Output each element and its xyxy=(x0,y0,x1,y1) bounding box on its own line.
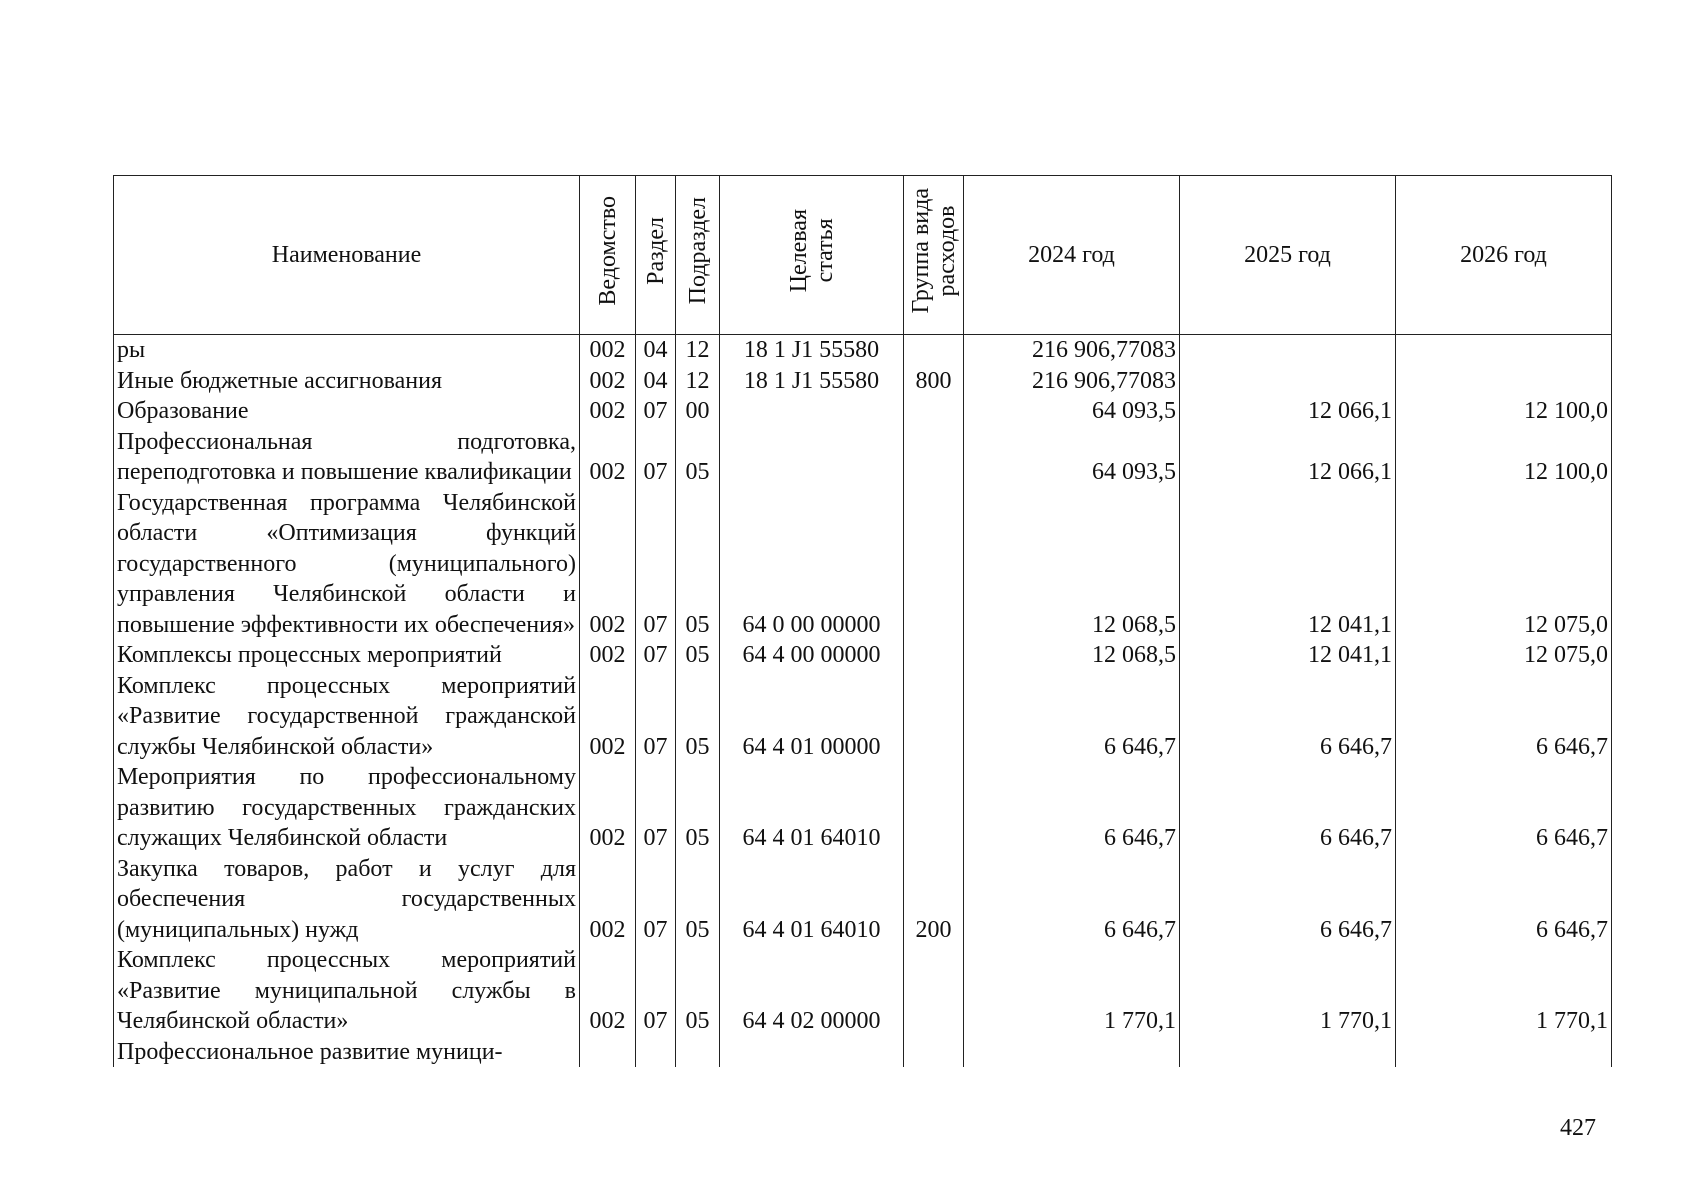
row-podrazdel: 05 xyxy=(676,427,720,488)
row-group xyxy=(904,488,964,641)
column-header-razdel xyxy=(636,176,676,335)
row-razdel: 07 xyxy=(636,488,676,641)
row-razdel: 07 xyxy=(636,762,676,854)
column-header-razdel-label: Раздел xyxy=(642,216,669,285)
table-row xyxy=(114,396,1612,427)
row-group xyxy=(904,396,964,427)
column-header-group-line2: расходов xyxy=(933,205,960,297)
row-2025 xyxy=(1180,1037,1396,1068)
table-row xyxy=(114,1037,1612,1068)
row-podrazdel: 05 xyxy=(676,854,720,946)
table-row xyxy=(114,671,1612,763)
column-header-2024 xyxy=(964,176,1180,335)
row-target xyxy=(720,1037,904,1068)
row-vedomstvo: 002 xyxy=(580,396,636,427)
column-header-podrazdel xyxy=(676,176,720,335)
table-row xyxy=(114,488,1612,641)
column-header-name-label: Наименование xyxy=(271,241,422,268)
row-group xyxy=(904,762,964,854)
table-body xyxy=(114,335,1612,1068)
row-2024: 216 906,77083 xyxy=(964,335,1180,366)
row-podrazdel: 05 xyxy=(676,671,720,763)
row-2026: 12 100,0 xyxy=(1396,396,1612,427)
row-2026: 12 100,0 xyxy=(1396,427,1612,488)
column-header-name xyxy=(114,176,580,335)
row-target: 18 1 J1 55580 xyxy=(720,366,904,397)
column-header-target-label xyxy=(786,209,838,292)
row-razdel: 07 xyxy=(636,427,676,488)
row-2024: 216 906,77083 xyxy=(964,366,1180,397)
row-name: Закупка товаров, работ и услуг для обеспечения государственных (муниципальных) нужд xyxy=(114,854,580,946)
row-podrazdel: 05 xyxy=(676,488,720,641)
column-header-group-line1: Группа вида xyxy=(907,188,934,314)
table-header xyxy=(114,176,1612,335)
row-name: Иные бюджетные ассигнования xyxy=(114,366,580,397)
row-vedomstvo: 002 xyxy=(580,762,636,854)
row-2025 xyxy=(1180,366,1396,397)
row-podrazdel: 05 xyxy=(676,640,720,671)
row-2024: 6 646,7 xyxy=(964,854,1180,946)
row-2025: 6 646,7 xyxy=(1180,854,1396,946)
row-vedomstvo: 002 xyxy=(580,640,636,671)
table-row xyxy=(114,640,1612,671)
column-header-target-line1: Целевая xyxy=(785,209,812,293)
column-header-group xyxy=(904,176,964,335)
row-name: Мероприятия по профессиональному развитию государственных гражданских служащих Челябинской области xyxy=(114,762,580,854)
row-2025: 6 646,7 xyxy=(1180,671,1396,763)
row-2026: 12 075,0 xyxy=(1396,488,1612,641)
row-vedomstvo: 002 xyxy=(580,945,636,1037)
row-razdel xyxy=(636,1037,676,1068)
row-target: 64 4 00 00000 xyxy=(720,640,904,671)
row-2026: 12 075,0 xyxy=(1396,640,1612,671)
column-header-podrazdel-label: Подраздел xyxy=(684,197,711,305)
row-razdel: 04 xyxy=(636,335,676,366)
row-group xyxy=(904,945,964,1037)
row-target: 64 4 01 64010 xyxy=(720,762,904,854)
table-row xyxy=(114,366,1612,397)
row-group xyxy=(904,671,964,763)
column-header-group-label xyxy=(908,188,960,313)
row-group xyxy=(904,427,964,488)
row-podrazdel xyxy=(676,1037,720,1068)
row-2024: 64 093,5 xyxy=(964,396,1180,427)
row-group: 200 xyxy=(904,854,964,946)
column-header-target-line2: статья xyxy=(811,218,838,283)
row-2025: 12 041,1 xyxy=(1180,488,1396,641)
row-razdel: 07 xyxy=(636,854,676,946)
row-group xyxy=(904,1037,964,1068)
row-podrazdel: 12 xyxy=(676,366,720,397)
table-row xyxy=(114,945,1612,1037)
row-2026 xyxy=(1396,366,1612,397)
row-target: 64 4 01 64010 xyxy=(720,854,904,946)
row-razdel: 07 xyxy=(636,945,676,1037)
row-2025: 12 041,1 xyxy=(1180,640,1396,671)
row-2025: 12 066,1 xyxy=(1180,396,1396,427)
row-2025: 12 066,1 xyxy=(1180,427,1396,488)
row-2026: 1 770,1 xyxy=(1396,945,1612,1037)
row-2025: 6 646,7 xyxy=(1180,762,1396,854)
row-razdel: 04 xyxy=(636,366,676,397)
row-2026: 6 646,7 xyxy=(1396,854,1612,946)
row-podrazdel: 05 xyxy=(676,762,720,854)
row-razdel: 07 xyxy=(636,671,676,763)
row-razdel: 07 xyxy=(636,396,676,427)
row-group: 800 xyxy=(904,366,964,397)
row-name: Профессиональная подготовка, переподготовка и повышение квалификации xyxy=(114,427,580,488)
row-vedomstvo: 002 xyxy=(580,488,636,641)
row-vedomstvo xyxy=(580,1037,636,1068)
row-2024: 6 646,7 xyxy=(964,671,1180,763)
table-row xyxy=(114,335,1612,366)
row-vedomstvo: 002 xyxy=(580,671,636,763)
row-name: Профессиональное развитие муници- xyxy=(114,1037,580,1068)
row-vedomstvo: 002 xyxy=(580,427,636,488)
row-target: 64 4 02 00000 xyxy=(720,945,904,1037)
budget-table xyxy=(113,175,1612,1067)
row-2024: 12 068,5 xyxy=(964,640,1180,671)
column-header-2026 xyxy=(1396,176,1612,335)
row-target: 64 0 00 00000 xyxy=(720,488,904,641)
row-2025 xyxy=(1180,335,1396,366)
row-2024: 1 770,1 xyxy=(964,945,1180,1037)
row-2024 xyxy=(964,1037,1180,1068)
row-vedomstvo: 002 xyxy=(580,854,636,946)
row-2024: 64 093,5 xyxy=(964,427,1180,488)
column-header-target xyxy=(720,176,904,335)
column-header-2025-label: 2025 год xyxy=(1244,241,1331,268)
column-header-2024-label: 2024 год xyxy=(1028,241,1115,268)
row-name: Образование xyxy=(114,396,580,427)
row-podrazdel: 05 xyxy=(676,945,720,1037)
row-target: 64 4 01 00000 xyxy=(720,671,904,763)
row-group xyxy=(904,640,964,671)
row-vedomstvo: 002 xyxy=(580,335,636,366)
row-vedomstvo: 002 xyxy=(580,366,636,397)
row-razdel: 07 xyxy=(636,640,676,671)
row-2026: 6 646,7 xyxy=(1396,671,1612,763)
row-target: 18 1 J1 55580 xyxy=(720,335,904,366)
row-name: Комплекс процессных мероприятий «Развитие муниципальной службы в Челябинской области» xyxy=(114,945,580,1037)
row-target xyxy=(720,396,904,427)
row-2025: 1 770,1 xyxy=(1180,945,1396,1037)
row-2024: 12 068,5 xyxy=(964,488,1180,641)
table-row xyxy=(114,854,1612,946)
column-header-vedomstvo xyxy=(580,176,636,335)
column-header-2025 xyxy=(1180,176,1396,335)
column-header-vedomstvo-label: Ведомство xyxy=(594,195,621,306)
table-row xyxy=(114,762,1612,854)
row-name: Государственная программа Челябинской области «Оптимизация функций государственного (муниципального) управления Челябинской области и повышение эффективности их обеспечения» xyxy=(114,488,580,641)
row-group xyxy=(904,335,964,366)
row-name: Комплексы процессных мероприятий xyxy=(114,640,580,671)
row-2026: 6 646,7 xyxy=(1396,762,1612,854)
row-podrazdel: 00 xyxy=(676,396,720,427)
row-2026 xyxy=(1396,1037,1612,1068)
row-2024: 6 646,7 xyxy=(964,762,1180,854)
page-number: 427 xyxy=(1560,1115,1596,1141)
row-name: ры xyxy=(114,335,580,366)
table-row xyxy=(114,427,1612,488)
column-header-2026-label: 2026 год xyxy=(1460,241,1547,268)
row-podrazdel: 12 xyxy=(676,335,720,366)
row-2026 xyxy=(1396,335,1612,366)
row-target xyxy=(720,427,904,488)
row-name: Комплекс процессных мероприятий «Развитие государственной гражданской службы Челябинской области» xyxy=(114,671,580,763)
